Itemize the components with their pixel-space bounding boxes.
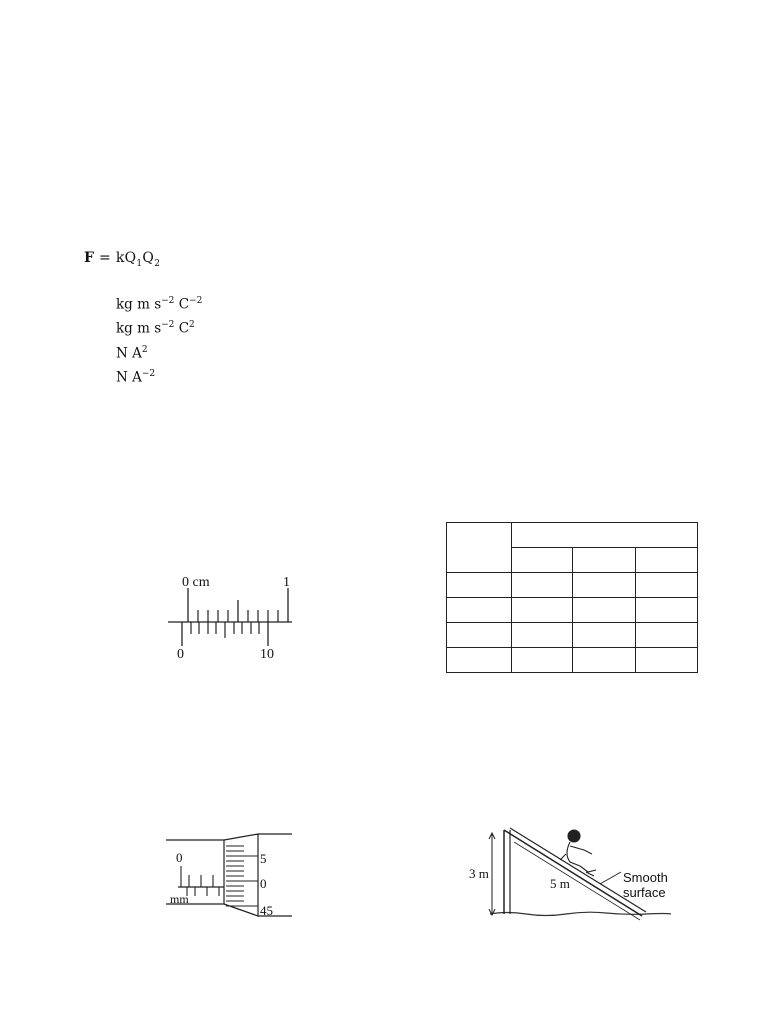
ground-line [490,912,671,915]
option-1-mid: C [174,296,190,313]
formula-equals: = [99,250,112,266]
option-3-exp1: 2 [141,345,148,355]
table-cell [573,598,636,623]
table-cell [573,548,636,573]
table-cell [573,623,636,648]
main-scale-one-label: 1 [283,575,290,590]
table-cell [636,598,698,623]
table-cell [573,648,636,673]
vernier-ten-label: 10 [260,647,274,662]
incline-diagram [466,824,676,924]
option-4-exp1: −2 [141,369,156,379]
table-cell [512,598,573,623]
option-1-base: kg m s [116,296,162,313]
option-3 [116,345,148,362]
option-4 [116,369,155,386]
option-2-mid: C [174,320,190,337]
thimble-ticks [226,846,258,906]
table-cell [447,523,512,573]
table-row [447,573,698,598]
sleeve-zero-label: 0 [176,850,183,865]
table-cell [512,523,698,548]
length-arrow [514,842,640,920]
table-cell [573,573,636,598]
table-cell [636,548,698,573]
option-1-exp1: −2 [161,296,175,306]
main-scale-zero-label: 0 cm [182,575,210,590]
incline-slope [504,830,642,916]
length-label: 5 m [550,876,570,891]
table-cell [447,648,512,673]
table-row [447,598,698,623]
table-row [447,623,698,648]
option-2-exp1: −2 [161,320,175,330]
table-cell [636,623,698,648]
thimble-five-label: 5 [260,851,267,866]
table-cell [512,623,573,648]
sleeve-unit-label: mm [170,892,189,906]
table-cell [512,548,573,573]
table-cell [512,573,573,598]
formula-q2: Q [142,250,155,266]
vernier-zero-label: 0 [177,647,184,662]
option-4-base: N A [116,369,142,386]
formula-lhs: F [84,250,95,266]
force-formula [84,250,160,269]
surface-label-line1: Smooth [623,870,668,885]
micrometer-diagram [164,830,296,922]
table-cell [636,573,698,598]
table-row [447,648,698,673]
table-cell [447,598,512,623]
table-cell [447,623,512,648]
table-cell [447,573,512,598]
option-2-base: kg m s [116,320,162,337]
vernier-scale-diagram [160,568,300,668]
surface-pointer [600,872,621,884]
formula-sub-1: 1 [136,258,143,269]
thimble-zero-label: 0 [260,876,267,891]
table-cell [636,648,698,673]
option-1 [116,296,202,313]
height-label: 3 m [469,866,489,881]
table-cell [512,648,573,673]
option-3-base: N A [116,345,142,362]
formula-sub-2: 2 [154,258,161,269]
table-row [447,523,698,548]
data-table-wrapper [446,522,698,673]
data-table [446,522,698,673]
thimble-45-label: 45 [260,903,273,918]
option-1-exp2: −2 [189,296,203,306]
option-2 [116,320,195,337]
formula-rhs: kQ [115,250,137,266]
option-2-exp2: 2 [189,320,195,330]
surface-label-line2: surface [623,885,666,900]
vernier-minor-ticks [191,622,259,638]
